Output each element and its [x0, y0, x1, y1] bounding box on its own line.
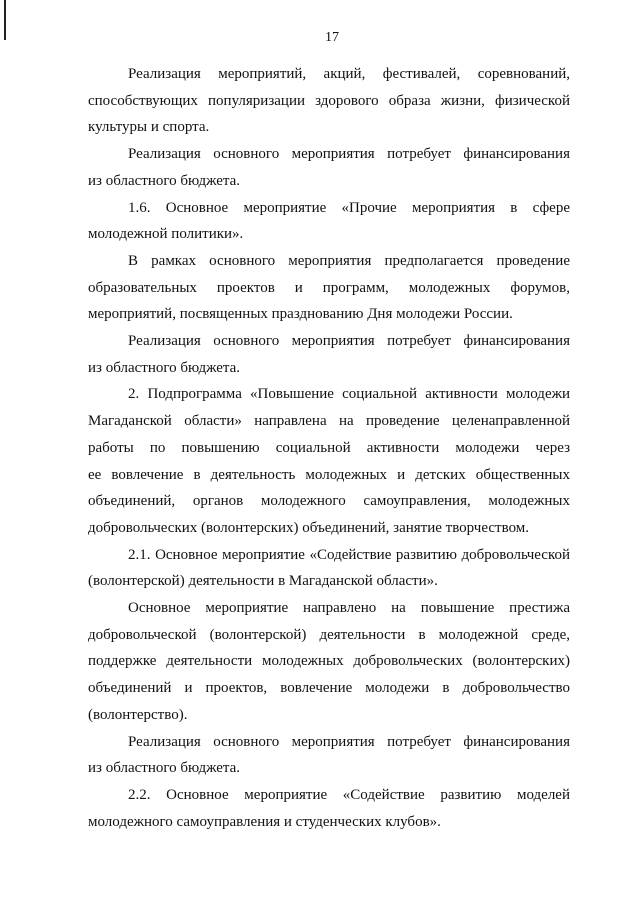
page-number: 17 — [325, 30, 339, 45]
paragraph-7 — [88, 542, 570, 595]
text-line: молодежного самоуправления и студенческих клубов». — [88, 813, 441, 830]
text-line: Реализация основного мероприятия потребует финансирования — [128, 146, 570, 163]
paragraph-9 — [88, 729, 570, 782]
text-line: добровольческой (волонтерской) деятельности в молодежной среде, — [88, 626, 570, 643]
text-line: 2.1. Основное мероприятие «Содействие развитию добровольческой — [128, 546, 570, 563]
text-line: культуры и спорта. — [88, 119, 210, 136]
text-line: образовательных проектов и программ, молодежных форумов, — [88, 279, 570, 296]
text-line: (волонтерство). — [88, 706, 188, 723]
text-line: Реализация основного мероприятия потребует финансирования — [128, 333, 570, 350]
text-line: из областного бюджета. — [88, 760, 241, 777]
text-line: из областного бюджета. — [88, 172, 241, 189]
text-line: молодежной политики». — [88, 226, 244, 243]
paragraph-8 — [88, 595, 570, 729]
text-line: 1.6. Основное мероприятие «Прочие мероприятия в сфере — [128, 199, 570, 216]
text-line: объединений и проектов, вовлечение молодежи в добровольчество — [88, 680, 570, 697]
text-line: мероприятий, посвященных празднованию Дня молодежи России. — [88, 306, 513, 323]
text-line: Реализация мероприятий, акций, фестивалей, соревнований, — [128, 66, 570, 82]
text-line: способствующих популяризации здорового образа жизни, физической — [88, 92, 570, 109]
paragraph-3 — [88, 195, 570, 248]
paragraph-10 — [88, 782, 570, 835]
text-line: В рамках основного мероприятия предполагается проведение — [128, 252, 570, 269]
scan-edge-mark — [4, 0, 6, 40]
text-line: (волонтерской) деятельности в Магаданской области». — [88, 573, 438, 590]
text-line: Магаданской области» направлена на проведение целенаправленной — [88, 413, 570, 430]
text-line: Реализация основного мероприятия потребует финансирования — [128, 733, 570, 750]
text-line: объединений, органов молодежного самоуправления, молодежных — [88, 493, 570, 510]
text-line: ее вовлечение в деятельность молодежных и детских общественных — [88, 466, 570, 483]
text-line: Основное мероприятие направлено на повышение престижа — [128, 600, 570, 617]
text-line: из областного бюджета. — [88, 359, 241, 376]
document-body — [88, 61, 570, 835]
text-line: работы по повышению социальной активности молодежи через — [88, 439, 570, 456]
text-line: 2.2. Основное мероприятие «Содействие развитию моделей — [128, 786, 570, 803]
text-line: 2. Подпрограмма «Повышение социальной активности молодежи — [128, 386, 570, 403]
paragraph-4 — [88, 248, 570, 328]
text-line: добровольческих (волонтерских) объединений, занятие творчеством. — [88, 519, 530, 536]
paragraph-5 — [88, 328, 570, 381]
text-line: поддержке деятельности молодежных добровольческих (волонтерских) — [88, 653, 570, 670]
paragraph-2 — [88, 141, 570, 194]
paragraph-6 — [88, 381, 570, 541]
paragraph-1 — [88, 61, 570, 141]
